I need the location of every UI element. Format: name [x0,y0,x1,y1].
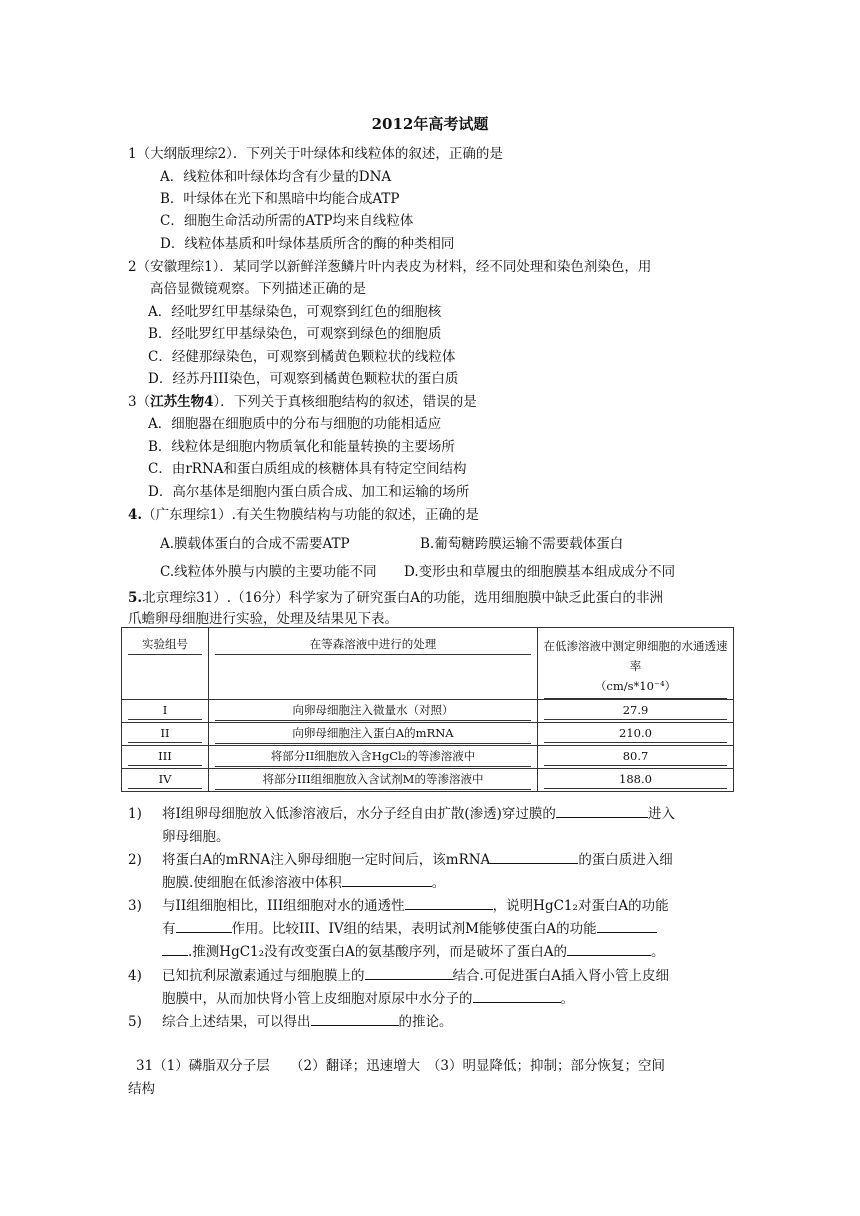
q3-number: 3（ [128,394,151,410]
q3-stem-text: ）．下列关于真核细胞结构的叙述，错误的是 [213,394,477,410]
q1-option-d: D．线粒体基质和叶绿体基质所含的酶的种类相同 [160,236,455,252]
answer-blank[interactable] [162,941,188,956]
q4-option-b: B.葡萄糖跨膜运输不需要载体蛋白 [420,536,624,552]
q5-sub-4: 4) 已知抗利尿激素通过与细胞膜上的 结合.可促进蛋白A插入肾小管上皮细 胞膜中，从而加快肾小管上皮细胞对原尿中水分子的 。 [128,965,738,1011]
q4-option-d: D.变形虫和草履虫的细胞膜基本组成成分不同 [404,564,676,580]
header-treatment: 在等森溶液中进行的处理 [209,628,538,700]
q2-stem-line2: 高倍显微镜观察。下列描述正确的是 [150,281,366,297]
cell-rate: 80.7 [538,746,734,769]
q1-option-c: C．细胞生命活动所需的ATP均来自线粒体 [160,213,414,229]
answer-blank[interactable] [473,988,561,1003]
answer-blank[interactable] [567,941,651,956]
q2-option-b: B．经吡罗红甲基绿染色，可观察到绿色的细胞质 [148,326,442,342]
table-row [122,769,734,792]
q5-sub-2: 2) 将蛋白A的mRNA注入卵母细胞一定时间后，该mRNA 的蛋白质进入细 胞膜.使细胞在低渗溶液中体积 。 [128,849,738,895]
answer-blank[interactable] [405,895,493,910]
q4-number: 4. [128,507,143,523]
cell-treatment: 将部分III组细胞放入含试剂M的等渗溶液中 [209,769,538,792]
cell-treatment: 将部分II细胞放入含HgCl₂的等渗溶液中 [209,746,538,769]
answer-key [128,1055,738,1101]
cell-treatment: 向卵母细胞注入微量水（对照） [209,700,538,723]
page-title: 2012年高考试题 [371,115,489,133]
table-row [122,700,734,723]
answer-blank[interactable] [365,965,453,980]
q5-sub-1: 1) 将I组卵母细胞放入低渗溶液后，水分子经自由扩散(渗透)穿过膜的 进入 卵母细胞。 [128,803,738,849]
q4-option-c: C.线粒体外膜与内膜的主要功能不同 [160,564,377,580]
q5-number: 5. [128,590,143,606]
answer-blank[interactable] [597,918,657,933]
q1-option-a: A．线粒体和叶绿体均含有少量的DNA [160,169,392,185]
cell-rate: 27.9 [538,700,734,723]
header-rate: 在低渗溶液中测定卵细胞的水通透速率 （cm/s*10⁻⁴） [538,628,734,700]
answer-blank[interactable] [490,849,578,864]
answer-blank[interactable] [176,918,232,933]
q2-option-a: A．经吡罗红甲基绿染色，可观察到红色的细胞核 [148,304,442,320]
answer-blank[interactable] [342,872,432,887]
header-group: 实验组号 [122,628,209,700]
table-row [122,723,734,746]
cell-group: II [122,723,209,746]
table-header-row [122,628,734,700]
q3-source: 江苏生物4 [150,394,214,410]
answer-line1: 31（1）磷脂双分子层 （2）翻译；迅速增大 （3）明显降低；抑制；部分恢复；空间 [136,1058,665,1074]
q3-stem [128,390,477,410]
cell-group: III [122,746,209,769]
cell-group: I [122,700,209,723]
q2-stem-line1: 2（安徽理综1）．某同学以新鲜洋葱鳞片叶内表皮为材料，经不同处理和染色剂染色，用 [128,259,652,275]
q5-sub-5: 5) 综合上述结果，可以得出 的推论。 [128,1011,738,1035]
q5-stem-line1 [128,586,663,606]
q3-option-b: B．线粒体是细胞内物质氧化和能量转换的主要场所 [148,439,455,455]
q1-option-b: B．叶绿体在光下和黑暗中均能合成ATP [160,191,400,207]
q5-stem-line2: 爪蟾卵母细胞进行实验，处理及结果见下表。 [128,611,398,627]
cell-rate: 210.0 [538,723,734,746]
table-row [122,746,734,769]
q3-option-a: A．细胞器在细胞质中的分布与细胞的功能相适应 [148,416,442,432]
q4-option-a: A.膜载体蛋白的合成不需要ATP [160,536,350,552]
q3-option-d: D．高尔基体是细胞内蛋白质合成、加工和运输的场所 [148,484,470,500]
q4-stem [128,503,479,523]
q3-option-c: C．由rRNA和蛋白质组成的核糖体具有特定空间结构 [148,461,467,477]
q1-stem: 1（大纲版理综2）．下列关于叶绿体和线粒体的叙述，正确的是 [128,146,503,162]
cell-rate: 188.0 [538,769,734,792]
cell-treatment: 向卵母细胞注入蛋白A的mRNA [209,723,538,746]
experiment-table [121,627,734,792]
q5-stem-text: 北京理综31）.（16分）科学家为了研究蛋白A的功能，选用细胞膜中缺乏此蛋白的非洲 [142,590,663,606]
answer-line2: 结构 [128,1081,155,1097]
q4-stem-text: （广东理综1）.有关生物膜结构与功能的叙述，正确的是 [142,507,479,523]
answer-blank[interactable] [311,1011,399,1026]
cell-group: IV [122,769,209,792]
answer-blank[interactable] [556,803,648,818]
q5-sub-3: 3) 与II组细胞相比，III组细胞对水的通透性 ，说明HgC1₂对蛋白A的功能 有 作用。比较III、IV组的结果，表明试剂M能够使蛋白A的功能 .推测HgC1₂没有改变蛋白A的氨基酸序列，而是破坏了蛋白A的 。 [128,895,738,965]
q2-option-c: C．经健那绿染色，可观察到橘黄色颗粒状的线粒体 [148,349,456,365]
q2-option-d: D．经苏丹III染色，可观察到橘黄色颗粒状的蛋白质 [148,371,459,387]
